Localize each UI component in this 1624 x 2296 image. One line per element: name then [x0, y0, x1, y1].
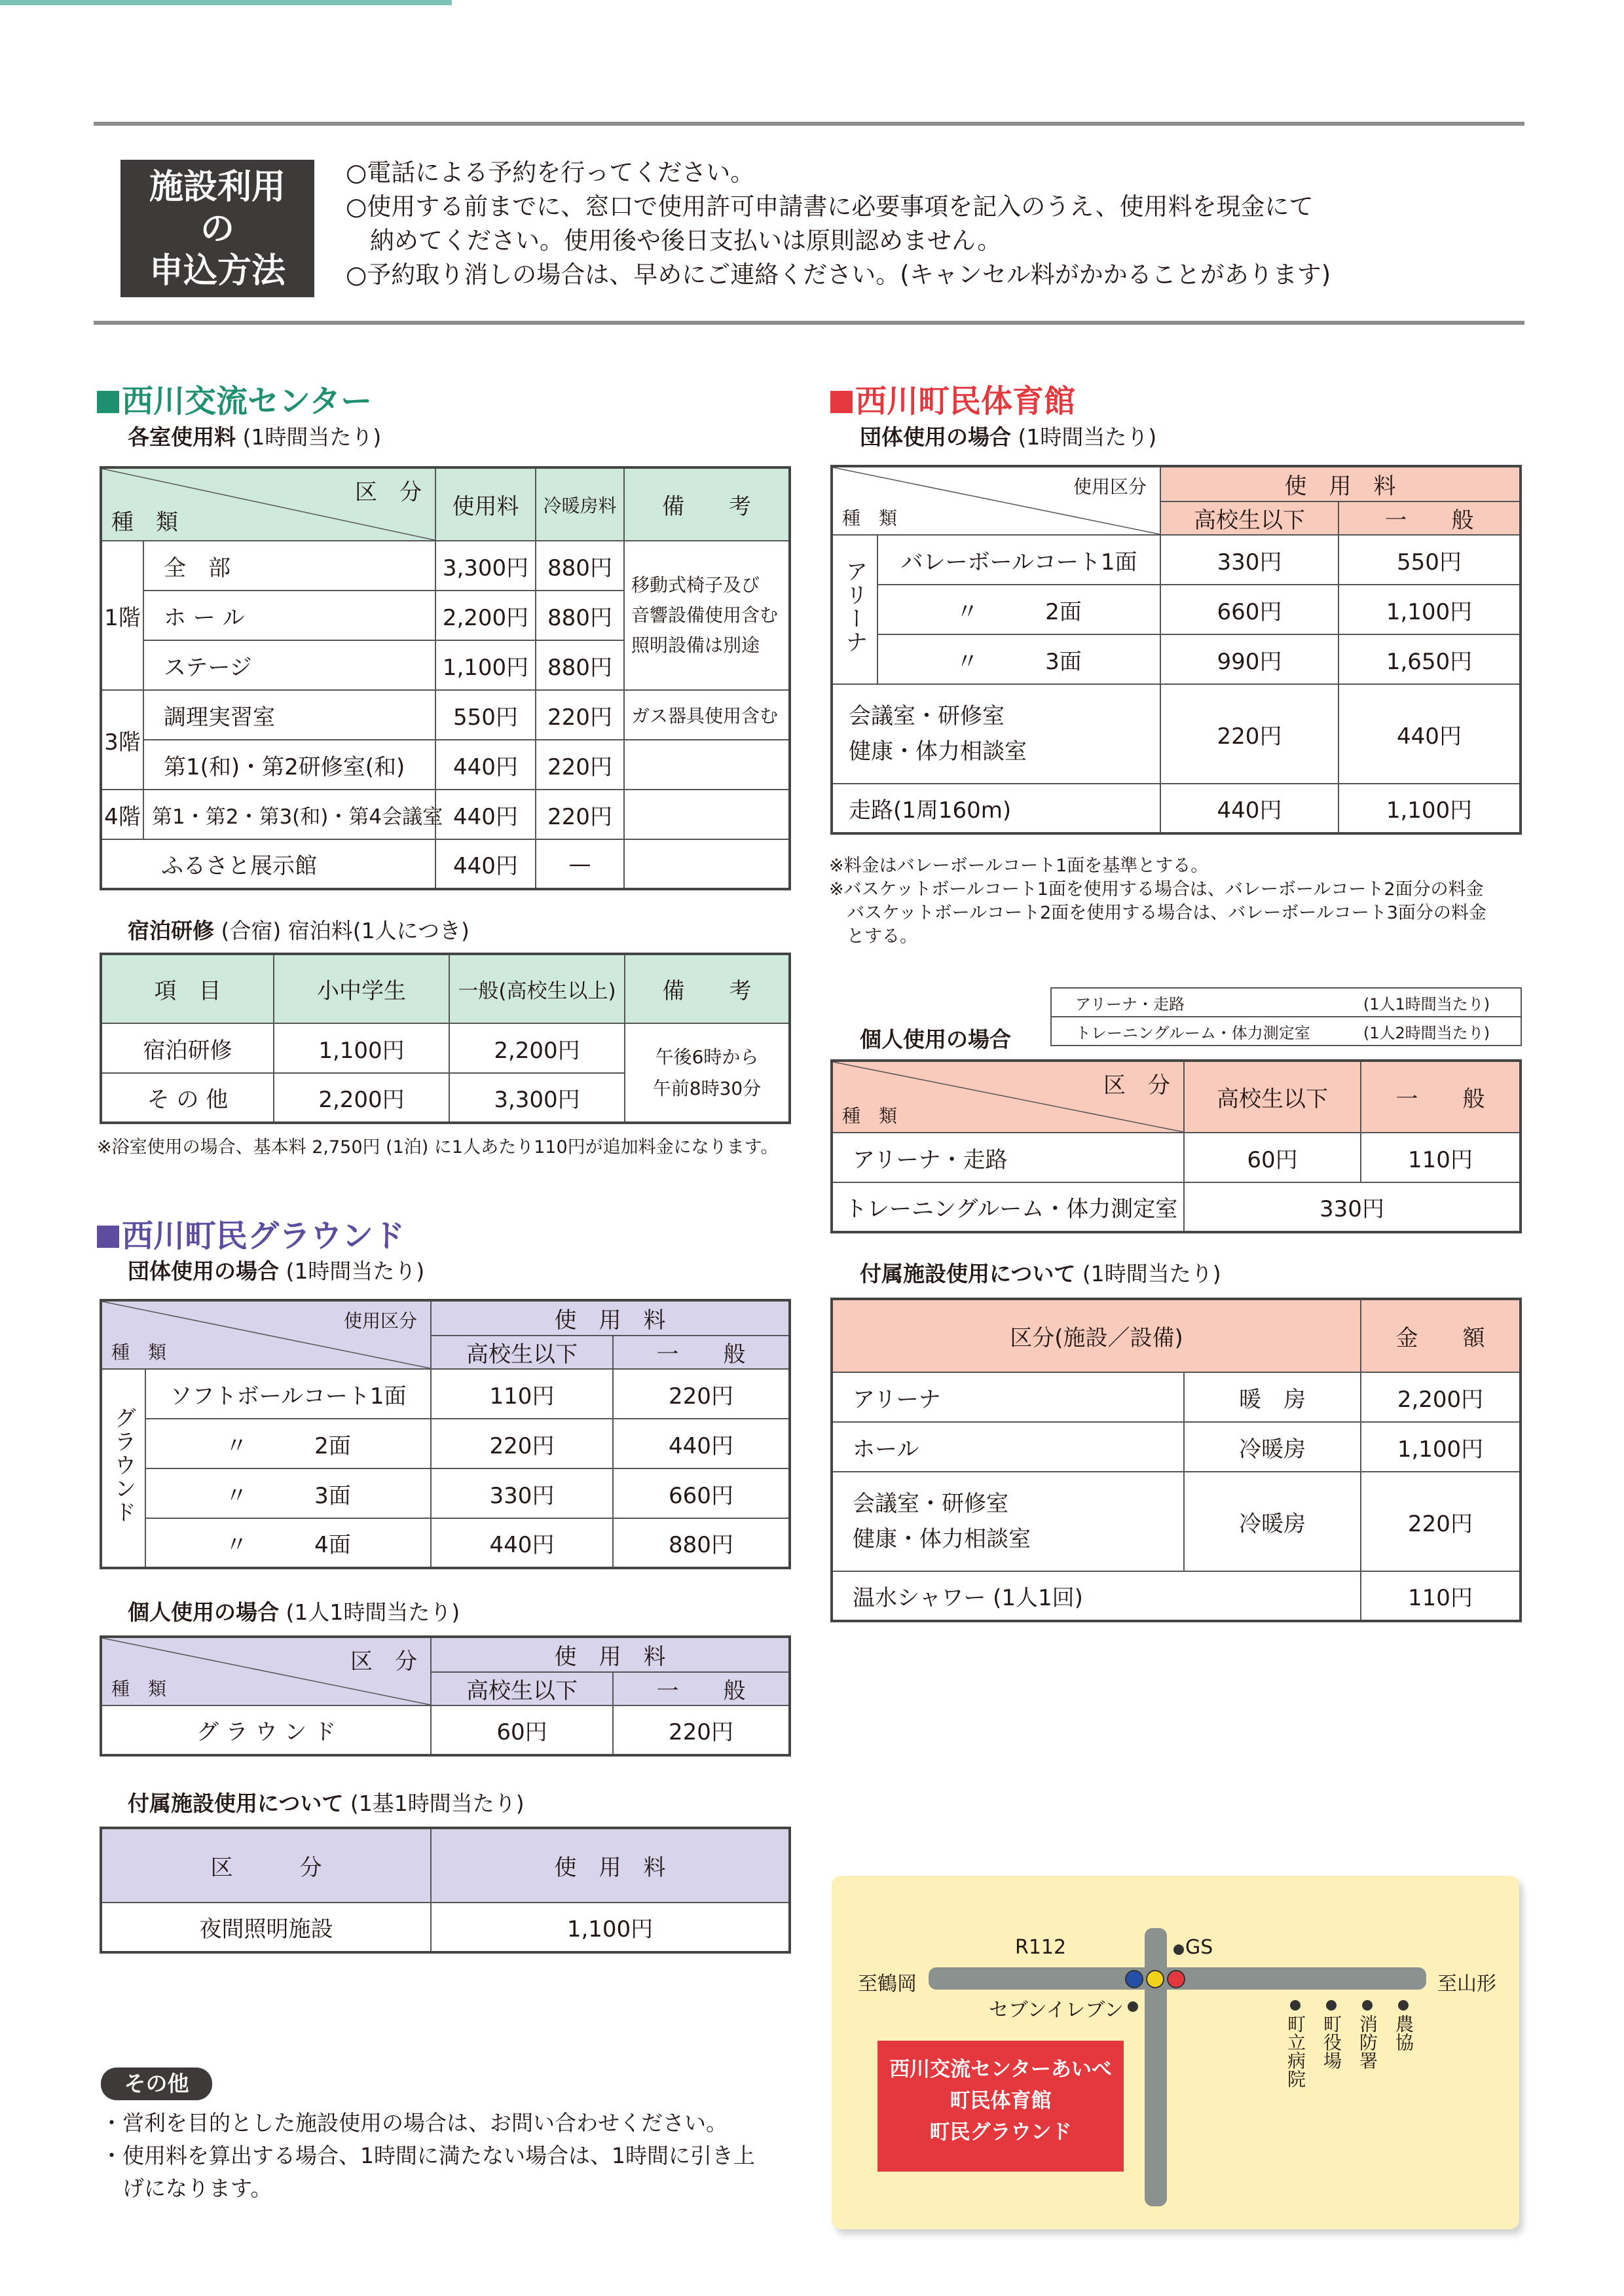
application-method-list: ○電話による予約を行ってください。 ○使用する前までに、窓口で使用許可申請書に必要事項を記入のうえ、使用料を現金にて 納めてください。使用後や後日支払いは原則認めません。 ○予約取り消しの場合は、早めにご連絡ください。(キャンセル料がかかることがあります): [346, 158, 1331, 289]
west-label: 至鶴岡: [858, 1973, 917, 1995]
ground-group-table: 使用区分 種 類 使 用 料 高校生以下 一 般 グラウンド ソフトボールコート1面 110円 220円 〃 2面 220円 440円 〃 3面 330円 660円 〃 4面 440円 880円: [100, 1299, 791, 1569]
hospital-label: 町立病院: [1285, 2014, 1306, 2088]
application-method-label: 施設利用 の 申込方法: [120, 160, 314, 297]
traffic-light-red: [1167, 1970, 1185, 1988]
hospital-marker: [1290, 2000, 1301, 2011]
other-notes: ・営利を目的とした施設使用の場合は、お問い合わせください。 ・使用料を算出する場合、1時間に満たない場合は、1時間に引き上 げになります。: [101, 2110, 755, 2201]
gym-notes: ※料金はバレーボールコート1面を基準とする。 ※バスケットボールコート1面を使用する場合は、バレーボールコート2面分の料金 バスケットボールコート2面を使用する場合は、バレーボールコート3面分の料金 とする。: [829, 856, 1486, 947]
townhall-label: 町役場: [1321, 2014, 1342, 2069]
section-title-ground: 西川町民グラウンド: [97, 1218, 405, 1254]
gym-fee-table: 使用区分 種 類 使 用 料 高校生以下 一 般 アリーナ バレーボールコート1面 330円 550円 〃 2面 660円 1,100円 〃 3面 990円 1,650円 会議室・研修室 健康・体力相談室 220円 440円 走路(1周160m) 440円 1,100円: [830, 465, 1522, 835]
ground-accessory-table: 区 分 使 用 料 夜間照明施設 1,100円: [100, 1827, 791, 1954]
subtitle: 付属施設使用について (1基1時間当たり): [128, 1791, 525, 1816]
divider: [94, 122, 1524, 126]
ja-label: 農協: [1393, 2014, 1414, 2051]
ground-individual-table: 区 分 種 類 使 用 料 高校生以下 一 般 グ ラ ウ ン ド 60円 220円: [100, 1635, 791, 1757]
road-label: R112: [1015, 1936, 1067, 1959]
section-title-gym: 西川町民体育館: [830, 383, 1075, 420]
access-map: [832, 1876, 1519, 2229]
gs-marker: [1173, 1944, 1184, 1955]
subtitle: 宿泊研修 (合宿) 宿泊料(1人につき): [128, 918, 470, 943]
gs-label: GS: [1185, 1936, 1213, 1959]
center-fee-table: 区 分 種 類 使用料 冷暖房料 備 考 1階 全 部 3,300円 880円 移動式椅子及び 音響設備使用含む 照明設備は別途 ホ ー ル 2,200円 880円 ステージ 1,100円 880円 3階 調理実習室 550円 220円 ガス器具使用含む 第1(和)・第2研修室(和) 440円 220円 4階 第1・第2・第3(和)・第4会議室 440円 220円 ふるさと展示館 440円 —: [100, 466, 791, 890]
gym-accessory-table: 区分(施設／設備) 金 額 アリーナ 暖 房 2,200円 ホール 冷暖房 1,100円 会議室・研修室 健康・体力相談室 冷暖房 220円 温水シャワー (1人1回) 110円: [830, 1298, 1522, 1622]
bath-footnote: ※浴室使用の場合、基本料 2,750円 (1泊) に1人あたり110円が追加料金になります。: [97, 1137, 779, 1157]
stay-fee-table: 項 目 小中学生 一般(高校生以上) 備 考 宿泊研修 1,100円 2,200円 午後6時から 午前8時30分 そ の 他 2,200円 3,300円: [100, 953, 791, 1124]
subtitle: 付属施設使用について (1時間当たり): [860, 1261, 1221, 1286]
facility-box: 西川交流センターあいべ 町民体育館 町民グラウンド: [877, 2041, 1124, 2172]
subtitle: 個人使用の場合: [860, 1027, 1011, 1052]
subtitle: 個人使用の場合 (1人1時間当たり): [128, 1599, 460, 1625]
subtitle: 団体使用の場合 (1時間当たり): [860, 424, 1157, 450]
fire-label: 消防署: [1357, 2014, 1378, 2069]
east-label: 至山形: [1437, 1973, 1496, 1995]
traffic-light-yellow: [1146, 1970, 1164, 1988]
section-title-center: 西川交流センター: [97, 383, 372, 420]
fire-marker: [1362, 2000, 1373, 2011]
subtitle: 各室使用料 (1時間当たり): [128, 424, 382, 450]
gym-individual-table: 区 分 種 類 高校生以下 一 般 アリーナ・走路 60円 110円 トレーニングルーム・体力測定室 330円: [830, 1059, 1522, 1233]
seven-eleven-marker: [1128, 2001, 1138, 2012]
divider: [94, 321, 1524, 325]
gym-individual-info: アリーナ・走路 (1人1時間当たり) トレーニングルーム・体力測定室 (1人2時間当たり): [1050, 987, 1522, 1046]
traffic-light-blue: [1125, 1970, 1143, 1988]
top-accent-bar: [0, 0, 452, 5]
ja-marker: [1398, 2000, 1409, 2011]
townhall-marker: [1326, 2000, 1337, 2011]
seven-eleven-label: セブンイレブン: [989, 1999, 1124, 2022]
subtitle: 団体使用の場合 (1時間当たり): [128, 1258, 425, 1284]
other-label: その他: [101, 2068, 212, 2100]
